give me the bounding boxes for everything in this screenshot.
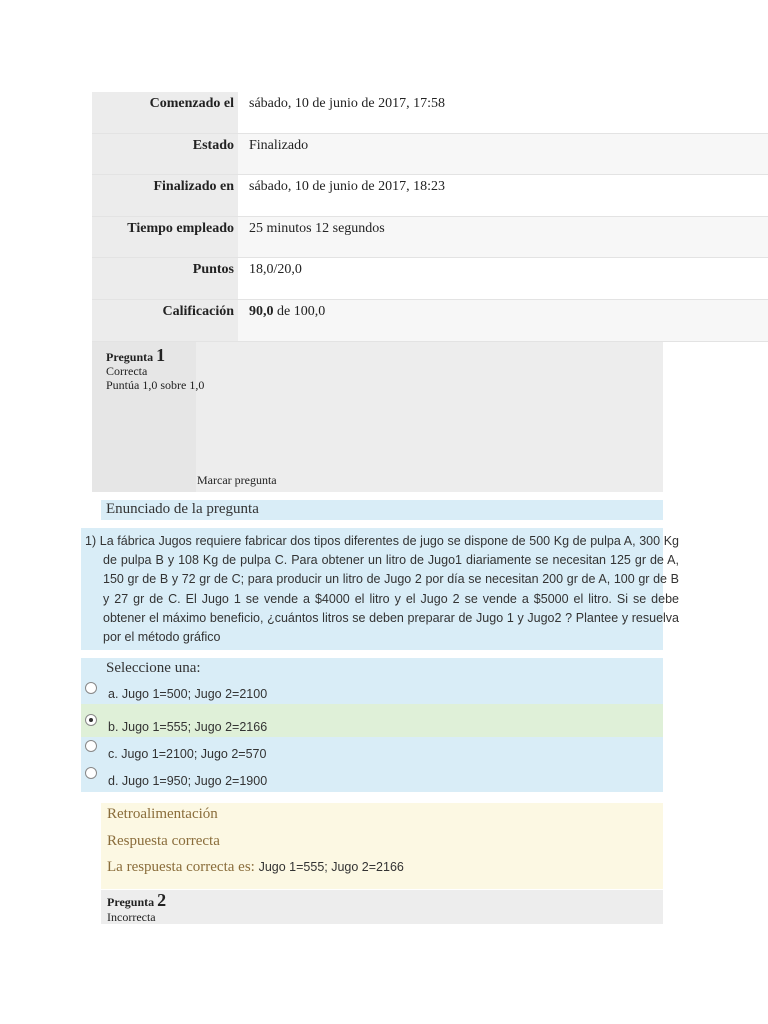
radio-a[interactable]	[85, 682, 97, 694]
question-2-info	[101, 890, 663, 924]
summary-value: sábado, 10 de junio de 2017, 17:58	[249, 96, 445, 111]
feedback-correct-answer: La respuesta correcta es: Jugo 1=555; Jugo 2=2166	[107, 859, 404, 875]
grade-max: de 100,0	[273, 303, 326, 319]
summary-row-started	[92, 92, 768, 134]
summary-label: Calificación	[92, 300, 238, 341]
summary-value: sábado, 10 de junio de 2017, 18:23	[249, 179, 445, 195]
feedback-result: Respuesta correcta	[107, 833, 220, 849]
summary-value: 25 minutos 12 segundos	[249, 220, 385, 236]
summary-label: Tiempo empleado	[92, 217, 238, 258]
radio-b[interactable]	[85, 714, 97, 726]
question-text: 1) La fábrica Jugos requiere fabricar dos tipos diferentes de jugo se dispone de 500 Kg de pulpa A, 300 Kg de pulpa B y 108 Kg de pulpa C. Para obtener un litro de Jugo1 diariamente se necesitan 125 gr de A, 150 gr de B y 72 gr de C; para producir un litro de Jugo 2 por día se necesitan 200 gr de A, 100 gr de B y 27 gr de C. El Jugo 1 se vende a $4000 el litro y el Jugo 2 se vende a $5000 el litro. Si se debe obtener el máximo beneficio, ¿cuántos litros se deben preparar de Jugo 1 y Jugo2 ? Plantee y resuelva por el método gráfico	[85, 534, 679, 645]
summary-label: Puntos	[92, 258, 238, 299]
radio-d[interactable]	[85, 767, 97, 779]
option-b-label: b. Jugo 1=555; Jugo 2=2166	[108, 720, 268, 734]
option-c-label: c. Jugo 1=2100; Jugo 2=570	[108, 747, 267, 761]
summary-row-grade	[92, 300, 768, 342]
summary-value	[238, 300, 325, 341]
grade-value: 90,0	[249, 303, 274, 319]
summary-label: Comenzado el	[92, 92, 238, 133]
question-number: Pregunta 2	[107, 890, 167, 910]
summary-label: Estado	[92, 134, 238, 175]
question-number: Pregunta 1	[106, 345, 166, 365]
option-c[interactable]	[81, 737, 663, 763]
option-d[interactable]	[81, 763, 663, 789]
summary-value: 18,0/20,0	[249, 262, 302, 278]
summary-row-finished	[92, 175, 768, 217]
summary-value: Finalizado	[249, 137, 309, 153]
answer-block	[81, 658, 663, 792]
question-state: Incorrecta	[107, 910, 156, 924]
statement-heading: Enunciado de la pregunta	[101, 500, 663, 520]
feedback-block	[101, 803, 663, 889]
attempt-summary-table	[92, 92, 768, 342]
question-1-info	[92, 342, 663, 492]
feedback-heading: Retroalimentación	[107, 806, 218, 822]
option-a-label: a. Jugo 1=500; Jugo 2=2100	[108, 687, 268, 701]
question-1-text	[81, 528, 679, 650]
question-score: Puntúa 1,0 sobre 1,0	[106, 378, 205, 392]
option-b[interactable]	[81, 704, 663, 737]
question-state: Correcta	[106, 364, 148, 378]
radio-c[interactable]	[85, 740, 97, 752]
flag-question-link[interactable]: Marcar pregunta	[197, 473, 277, 487]
select-prompt: Seleccione una:	[106, 660, 201, 676]
summary-label: Finalizado en	[92, 175, 238, 216]
summary-row-time	[92, 217, 768, 259]
option-d-label: d. Jugo 1=950; Jugo 2=1900	[108, 774, 268, 788]
summary-row-state	[92, 134, 768, 176]
summary-row-points	[92, 258, 768, 300]
